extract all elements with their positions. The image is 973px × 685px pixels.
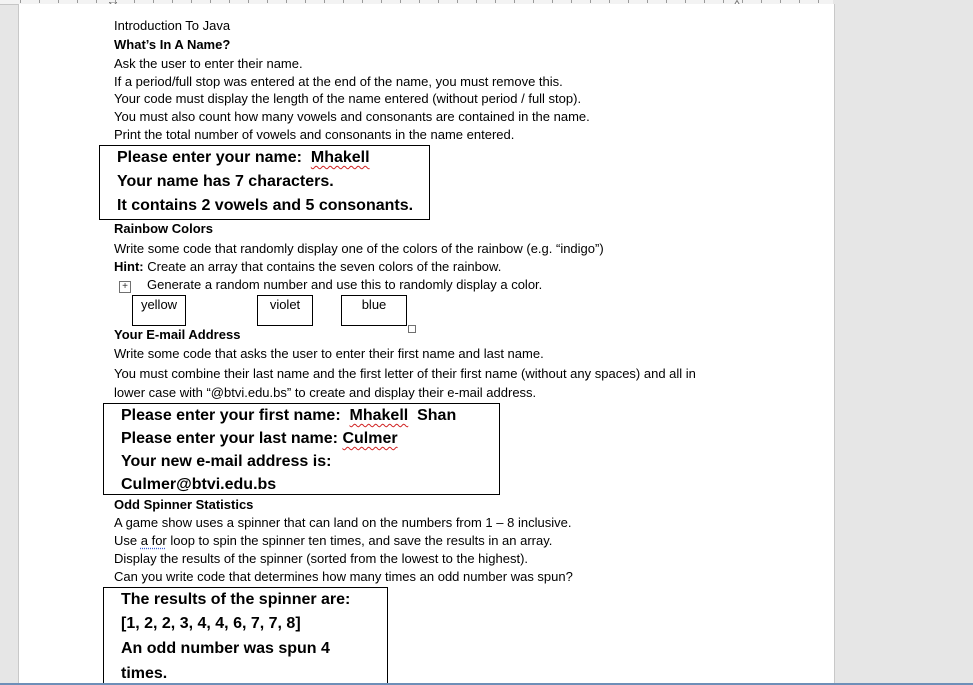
ruler-tick [191,0,192,3]
ruler-tick [381,0,382,3]
section-heading-spinner: Odd Spinner Statistics [114,497,254,512]
example-line: Your name has 7 characters. [117,173,334,190]
spinner-example-box [103,587,388,685]
ruler-tick [685,0,686,3]
ruler-tick [514,0,515,3]
ruler-tick [647,0,648,3]
example-last-name-value: Culmer [342,430,398,447]
name-example-box [99,145,430,220]
ruler-tick [438,0,439,3]
instruction-line: Write some code that asks the user to enter their first name and last name. [114,346,544,361]
instruction-line: You must combine their last name and the first letter of their first name (without any spaces) and all in [114,366,696,381]
ruler-tick [153,0,154,3]
ruler-tick [457,0,458,3]
table-move-handle-icon[interactable]: + [119,281,131,293]
ruler-tick [96,0,97,3]
example-line: An odd number was spun 4 [121,640,330,657]
ruler-tick [39,0,40,3]
ruler-tick [77,0,78,3]
ruler-tick [666,0,667,3]
example-line: Your new e-mail address is: [121,453,332,470]
email-example-box [103,403,500,495]
hint-line: Hint: Create an array that contains the seven colors of the rainbow. [114,259,502,274]
example-first-name-value: Mhakell [349,407,409,424]
example-line: Please enter your last name: Culmer [121,430,398,447]
ruler-tick [476,0,477,3]
ruler-tick [571,0,572,3]
section-heading-name: What’s In A Name? [114,37,231,52]
ruler-tick [704,0,705,3]
example-line: [1, 2, 2, 3, 4, 4, 6, 7, 7, 8] [121,615,301,632]
example-line: Please enter your first name: Mhakell Shan [121,407,457,424]
instruction-line: Can you write code that determines how many times an odd number was spun? [114,569,573,584]
example-line: It contains 2 vowels and 5 consonants. [117,197,414,214]
section-heading-rainbow: Rainbow Colors [114,221,213,236]
example-input-value: Mhakell [310,149,370,166]
document-title: Introduction To Java [114,18,231,33]
ruler-tick [590,0,591,3]
ruler-tick [58,0,59,3]
section-heading-email: Your E-mail Address [114,327,241,342]
ruler-tick [628,0,629,3]
ruler-tick [609,0,610,3]
ruler-tick [248,0,249,3]
ruler-tick [533,0,534,3]
instruction-line: You must also count how many vowels and consonants are contained in the name. [114,109,590,124]
ruler-tick [761,0,762,3]
instruction-line: Print the total number of vowels and consonants in the name entered. [114,127,515,142]
ruler-tick [229,0,230,3]
instruction-line: Write some code that randomly display one of the colors of the rainbow (e.g. “indigo”) [114,241,604,256]
example-line: Please enter your name: Mhakell [117,149,370,166]
instruction-line: lower case with “@btvi.edu.bs” to create and display their e-mail address. [114,385,537,400]
table-cell[interactable]: blue [341,295,407,326]
ruler-tick [172,0,173,3]
ruler-tick [305,0,306,3]
ruler-tick [324,0,325,3]
ruler-tick [20,0,21,3]
table-resize-handle-icon[interactable] [408,325,416,333]
instruction-line: Use a for loop to spin the spinner ten times, and save the results in an array. [114,533,553,548]
table-cell[interactable]: violet [257,295,313,326]
ruler-tick [286,0,287,3]
instruction-line: A game show uses a spinner that can land on the numbers from 1 – 8 inclusive. [114,515,572,530]
example-email-value: Culmer@btvi.edu.bs [121,476,277,493]
ruler-tick [495,0,496,3]
ruler-tick [267,0,268,3]
ruler-tick [343,0,344,3]
ruler-tick [134,0,135,3]
instruction-line: Generate a random number and use this to randomly display a color. [147,277,543,292]
instruction-line: Your code must display the length of the name entered (without period / full stop). [114,91,582,106]
example-line: times. [121,665,168,682]
instruction-line: Ask the user to enter their name. [114,56,303,71]
ruler-tick [400,0,401,3]
ruler-tick [799,0,800,3]
instruction-line: If a period/full stop was entered at the end of the name, you must remove this. [114,74,563,89]
ruler-tick [210,0,211,3]
instruction-line: Display the results of the spinner (sorted from the lowest to the highest). [114,551,529,566]
example-line: The results of the spinner are: [121,591,351,608]
ruler-tick [362,0,363,3]
ruler-tick [552,0,553,3]
ruler-tick [818,0,819,3]
ruler-tick [419,0,420,3]
ruler-tick [780,0,781,3]
ruler-tick [723,0,724,3]
table-cell[interactable]: yellow [132,295,186,326]
ruler-tick [742,0,743,3]
